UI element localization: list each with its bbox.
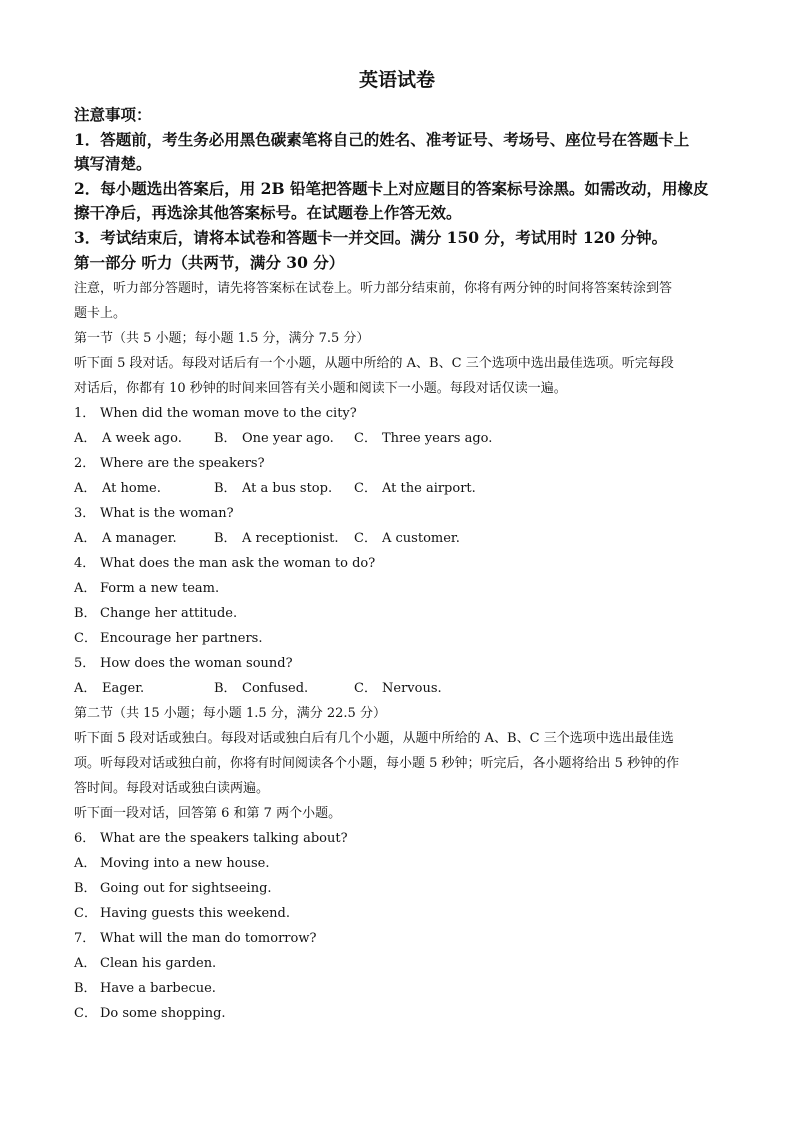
option-text: Form a new team. (100, 581, 220, 596)
option-letter: B． (214, 481, 237, 496)
option-letter: C． (354, 681, 377, 696)
option-letter: C． (354, 531, 377, 546)
part1-note-line2: 题卡上。 (74, 306, 127, 321)
option-text: Having guests this weekend. (100, 906, 290, 921)
option-text: Do some shopping. (100, 1006, 226, 1021)
question-5 (74, 657, 293, 670)
part1-heading: 第一部分 听力（共两节，满分 30 分） (74, 253, 345, 272)
option-b (214, 532, 354, 545)
option-text: A week ago. (102, 431, 182, 446)
option-text: At the airport. (382, 481, 476, 496)
question-number: 5． (74, 656, 96, 671)
part1-note-line1: 注意，听力部分答题时，请先将答案标在试卷上。听力部分结束前，你将有两分钟的时间将答案转涂到答 (74, 281, 673, 296)
question-text: How does the woman sound? (100, 656, 293, 671)
option-letter: B． (74, 981, 97, 996)
option-text: Moving into a new house. (100, 856, 270, 871)
question-text: When did the woman move to the city? (100, 406, 357, 421)
notes-heading: 注意事项： (74, 105, 152, 124)
question-text: What will the man do tomorrow? (100, 931, 317, 946)
option-text: Have a barbecue. (100, 981, 216, 996)
option-text: Change her attitude. (100, 606, 238, 621)
question-text: What are the speakers talking about? (100, 831, 348, 846)
option-letter: B． (214, 431, 237, 446)
question-1-options (74, 432, 494, 445)
option-text: Encourage her partners. (100, 631, 263, 646)
question-number: 7． (74, 931, 96, 946)
question-6-option-b (74, 882, 272, 895)
question-text: What does the man ask the woman to do? (100, 556, 376, 571)
section2-dialog-intro: 听下面一段对话，回答第 6 和第 7 两个小题。 (74, 806, 342, 821)
question-text: What is the woman? (100, 506, 234, 521)
option-text: Going out for sightseeing. (100, 881, 272, 896)
option-b (214, 432, 354, 445)
question-6-option-c (74, 907, 290, 920)
question-number: 2． (74, 456, 96, 471)
question-3 (74, 507, 234, 520)
option-letter: A． (74, 581, 97, 596)
option-letter: B． (214, 681, 237, 696)
notes-item2-line2: 擦干净后，再选涂其他答案标号。在试题卷上作答无效。 (74, 203, 462, 222)
section2-instr-line2: 项。听每段对话或独白前，你将有时间阅读各个小题，每小题 5 秒钟；听完后，各小题将给出 5 秒钟的作 (74, 756, 680, 771)
notes-item2-line1: 2．每小题选出答案后，用 2B 铅笔把答题卡上对应题目的答案标号涂黑。如需改动，用橡皮 (74, 179, 709, 198)
option-text: At a bus stop. (242, 481, 333, 496)
option-a (74, 432, 214, 445)
option-letter: C． (74, 631, 97, 646)
option-letter: A． (74, 481, 97, 496)
section1-heading: 第一节（共 5 小题；每小题 1.5 分，满分 7.5 分） (74, 331, 370, 346)
notes-item1-line1: 1．答题前，考生务必用黑色碳素笔将自己的姓名、准考证号、考场号、座位号在答题卡上 (74, 130, 690, 149)
section2-instr-line1: 听下面 5 段对话或独白。每段对话或独白后有几个小题，从题中所给的 A、B、C 三个选项中选出最佳选 (74, 731, 674, 746)
question-7 (74, 932, 316, 945)
notes-item3: 3．考试结束后，请将本试卷和答题卡一并交回。满分 150 分，考试用时 120 分钟。 (74, 228, 668, 247)
section1-instr-line2: 对话后，你都有 10 秒钟的时间来回答有关小题和阅读下一小题。每段对话仅读一遍。 (74, 381, 567, 396)
option-text: Clean his garden. (100, 956, 217, 971)
section1-instr-line1: 听下面 5 段对话。每段对话后有一个小题，从题中所给的 A、B、C 三个选项中选出最佳选项。听完每段 (74, 356, 674, 371)
question-4-option-c (74, 632, 262, 645)
question-3-options (74, 532, 494, 545)
option-letter: A． (74, 956, 97, 971)
option-a (74, 482, 214, 495)
section2-instr-line3: 答时间。每段对话或独白读两遍。 (74, 781, 270, 796)
option-text: A receptionist. (242, 531, 339, 546)
option-text: One year ago. (242, 431, 334, 446)
question-number: 3． (74, 506, 96, 521)
option-letter: A． (74, 856, 97, 871)
question-number: 4． (74, 556, 96, 571)
question-6 (74, 832, 348, 845)
option-letter: B． (74, 606, 97, 621)
option-letter: A． (74, 531, 97, 546)
option-a (74, 682, 214, 695)
question-7-option-b (74, 982, 216, 995)
option-text: Confused. (242, 681, 309, 696)
notes-item1-line2: 填写清楚。 (74, 154, 152, 173)
option-text: Nervous. (382, 681, 442, 696)
question-number: 6． (74, 831, 96, 846)
option-c (354, 682, 494, 695)
option-letter: C． (74, 1006, 97, 1021)
question-text: Where are the speakers? (100, 456, 265, 471)
option-letter: C． (74, 906, 97, 921)
question-5-options (74, 682, 494, 695)
question-4-option-b (74, 607, 237, 620)
option-letter: A． (74, 431, 97, 446)
option-b (214, 482, 354, 495)
option-letter: B． (74, 881, 97, 896)
question-2 (74, 457, 265, 470)
question-6-option-a (74, 857, 269, 870)
question-4-option-a (74, 582, 219, 595)
option-c (354, 532, 494, 545)
option-text: At home. (102, 481, 161, 496)
option-letter: C． (354, 431, 377, 446)
option-c (354, 432, 494, 445)
question-2-options (74, 482, 494, 495)
option-text: Three years ago. (382, 431, 493, 446)
option-c (354, 482, 494, 495)
option-letter: C． (354, 481, 377, 496)
question-7-option-c (74, 1007, 226, 1020)
question-number: 1． (74, 406, 96, 421)
option-text: Eager. (102, 681, 145, 696)
option-text: A customer. (382, 531, 460, 546)
option-b (214, 682, 354, 695)
option-text: A manager. (102, 531, 177, 546)
option-letter: B． (214, 531, 237, 546)
exam-title: 英语试卷 (358, 69, 435, 91)
question-1 (74, 407, 357, 420)
section2-heading: 第二节（共 15 小题；每小题 1.5 分，满分 22.5 分） (74, 706, 386, 721)
option-letter: A． (74, 681, 97, 696)
question-7-option-a (74, 957, 216, 970)
question-4 (74, 557, 375, 570)
option-a (74, 532, 214, 545)
